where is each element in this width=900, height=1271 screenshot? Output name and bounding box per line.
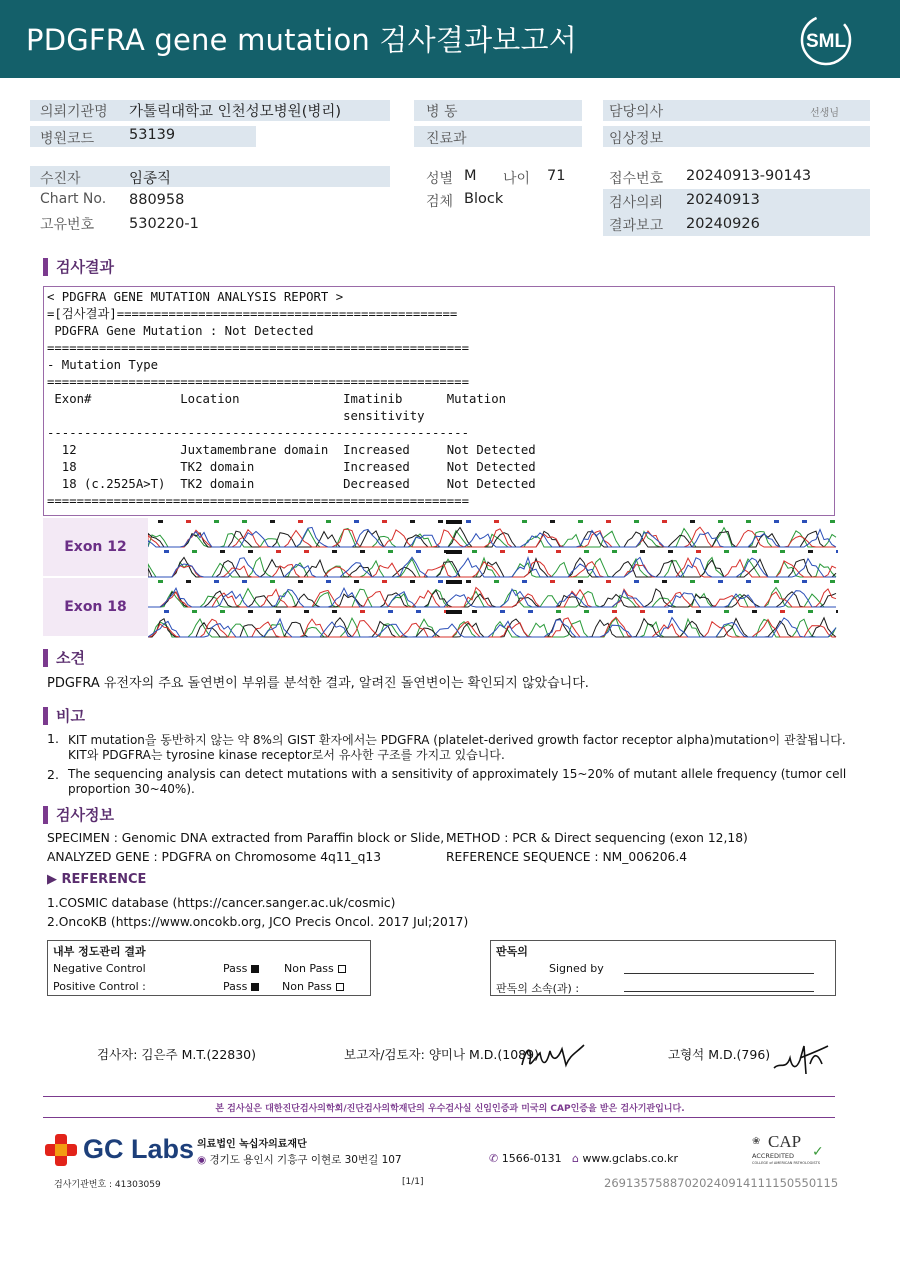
base-call-mark: [158, 520, 163, 523]
result-line: 12 Juxtamembrane domain Increased Not Detected: [47, 443, 536, 457]
base-call-mark: [164, 610, 169, 613]
result-line: =========================================================: [47, 494, 469, 508]
base-call-mark: [752, 550, 757, 553]
base-call-mark: [718, 520, 723, 523]
remark-1-number: 1.: [47, 731, 59, 746]
base-call-mark: [158, 580, 163, 583]
reading-title: 판독의: [496, 945, 528, 958]
institution-label: 의뢰기관명: [40, 104, 108, 120]
base-call-mark: [326, 520, 331, 523]
sex-label: 성별: [426, 171, 454, 187]
report-date-value: 20240926: [686, 216, 760, 232]
base-call-mark: [662, 580, 667, 583]
report-title: PDGFRA gene mutation 검사결과보고서: [26, 23, 577, 57]
report-date-label: 결과보고: [609, 218, 664, 234]
location-pin-icon: ◉: [197, 1154, 207, 1166]
base-call-mark: [774, 580, 779, 583]
phone: [489, 1152, 562, 1165]
base-call-mark: [752, 610, 757, 613]
patient-bar: [30, 166, 390, 187]
specimen-info: SPECIMEN : Genomic DNA extracted from Paraffin block or Slide,: [47, 831, 445, 845]
cap-college: COLLEGE of AMERICAN PATHOLOGISTS: [752, 1161, 820, 1165]
reporter-handwritten-signature: [518, 1035, 590, 1075]
result-line: - Mutation Type: [47, 358, 159, 372]
age-value: 71: [547, 168, 566, 184]
result-line: PDGFRA Gene Mutation : Not Detected: [47, 324, 314, 338]
website[interactable]: [572, 1152, 678, 1165]
gc-labs-logo: GC Labs: [83, 1134, 195, 1164]
negative-non-pass: [284, 962, 346, 975]
base-call-mark: [382, 520, 387, 523]
base-call-mark: [354, 520, 359, 523]
certification-text: 본 검사실은 대한진단검사의학회/진단검사의학재단의 우수검사실 신임인증과 미국의 CAP인증을 받은 검사기관입니다.: [215, 1104, 685, 1114]
chart-value: 880958: [129, 192, 185, 208]
base-call-mark: [304, 550, 309, 553]
age-label: 나이: [503, 171, 531, 187]
address-text: 경기도 용인시 기흥구 이현로 30번길 107: [209, 1154, 402, 1166]
phone-text: 1566-0131: [501, 1152, 562, 1165]
receipt-value: 20240913-90143: [686, 168, 812, 184]
base-call-mark: [354, 580, 359, 583]
result-line: =========================================================: [47, 341, 469, 355]
base-call-mark: [438, 580, 443, 583]
cap-seal-icon: ❀: [752, 1136, 761, 1147]
negative-pass: [223, 962, 259, 975]
phone-icon: ✆: [489, 1152, 499, 1165]
home-icon: ⌂: [572, 1152, 579, 1165]
base-call-mark: [270, 580, 275, 583]
result-line: =[검사결과]==============================================: [47, 307, 458, 321]
base-call-mark: [640, 610, 645, 613]
base-call-mark: [388, 610, 393, 613]
result-line: Exon# Location Imatinib Mutation: [47, 392, 507, 406]
cap-logo: [752, 1134, 832, 1170]
sml-logo: [795, 12, 857, 68]
base-call-mark: [388, 550, 393, 553]
base-call-mark: [830, 520, 835, 523]
sml-logo-text: SML: [805, 31, 847, 52]
negative-non-pass-label: Non Pass: [284, 962, 334, 975]
result-line: sensitivity: [47, 409, 425, 423]
opinion-text: PDGFRA 유전자의 주요 돌연변이 부위를 분석한 결과, 알려진 돌연변이는 확인되지 않았습니다.: [47, 676, 589, 691]
base-call-mark: [192, 610, 197, 613]
base-call-mark: [248, 550, 253, 553]
result-heading: 검사결과: [43, 258, 114, 276]
base-call-mark: [606, 580, 611, 583]
exon12-label: Exon 12: [43, 518, 148, 576]
remark-2-line2: proportion 30~40%).: [68, 782, 195, 796]
positive-non-pass-label: Non Pass: [282, 980, 332, 993]
exon18-label: Exon 18: [43, 578, 148, 636]
page-number: [1/1]: [402, 1177, 424, 1187]
base-call-mark: [494, 580, 499, 583]
base-call-mark: [606, 520, 611, 523]
reference-1[interactable]: 1.COSMIC database (https://cancer.sanger.ac.uk/cosmic): [47, 896, 396, 910]
ward-label: 병 동: [426, 104, 458, 120]
base-call-mark: [360, 610, 365, 613]
base-call-mark: [640, 550, 645, 553]
base-call-mark: [696, 610, 701, 613]
base-call-mark: [522, 520, 527, 523]
base-call-mark: [220, 610, 225, 613]
checked-box-icon: [251, 965, 259, 973]
base-call-mark: [242, 520, 247, 523]
base-call-mark: [304, 610, 309, 613]
base-call-mark: [550, 580, 555, 583]
base-call-mark: [466, 520, 471, 523]
position-marker: [446, 550, 462, 554]
position-marker: [446, 580, 462, 584]
patient-value: 임종직: [129, 171, 172, 187]
id-label: 고유번호: [40, 217, 95, 233]
base-call-mark: [298, 520, 303, 523]
base-call-mark: [802, 520, 807, 523]
base-call-mark: [528, 550, 533, 553]
base-call-mark: [696, 550, 701, 553]
base-call-mark: [186, 520, 191, 523]
physician-signature: 고형석 M.D.(796): [668, 1047, 771, 1062]
base-call-mark: [690, 520, 695, 523]
base-call-mark: [584, 610, 589, 613]
reference-2[interactable]: 2.OncoKB (https://www.oncokb.org, JCO Precis Oncol. 2017 Jul;2017): [47, 915, 469, 929]
unchecked-box-icon: [338, 965, 346, 973]
hospital-code-label: 병원코드: [40, 131, 95, 147]
remark-2-number: 2.: [47, 767, 59, 782]
physician-handwritten-signature: [770, 1040, 832, 1080]
base-call-mark: [164, 550, 169, 553]
affiliation-label: 판독의 소속(과) :: [496, 982, 580, 995]
check-icon: ✓: [812, 1144, 824, 1160]
foundation-name: 의료법인 녹십자의료재단: [197, 1139, 307, 1150]
receipt-label: 접수번호: [609, 171, 664, 187]
base-call-mark: [360, 550, 365, 553]
footer-divider-bottom: [43, 1117, 835, 1118]
base-call-mark: [578, 580, 583, 583]
base-call-mark: [724, 610, 729, 613]
base-call-mark: [612, 550, 617, 553]
result-line: 18 (c.2525A>T) TK2 domain Decreased Not Detected: [47, 477, 536, 491]
reference-sequence-info: REFERENCE SEQUENCE : NM_006206.4: [446, 850, 688, 864]
base-call-mark: [298, 580, 303, 583]
specimen-label: 검체: [426, 194, 454, 210]
base-call-mark: [802, 580, 807, 583]
website-text[interactable]: www.gclabs.co.kr: [582, 1152, 678, 1165]
positive-control-label: Positive Control :: [53, 980, 146, 993]
doctor-suffix: 선생님: [810, 108, 839, 119]
base-call-mark: [668, 550, 673, 553]
base-call-mark: [690, 580, 695, 583]
id-value: 530220-1: [129, 216, 199, 232]
base-call-mark: [500, 610, 505, 613]
barcode-number: 26913575887020240914111150550115: [604, 1176, 839, 1190]
footer-divider-top: [43, 1096, 835, 1097]
base-call-mark: [500, 550, 505, 553]
request-value: 20240913: [686, 192, 760, 208]
base-call-mark: [550, 520, 555, 523]
base-call-mark: [718, 580, 723, 583]
base-call-mark: [410, 580, 415, 583]
base-call-mark: [780, 610, 785, 613]
result-report-box: [43, 286, 835, 516]
remark-1-line2: KIT와 PDGFRA는 tyrosine kinase receptor로서 유사한 구조를 가지고 있습니다.: [68, 748, 505, 762]
base-call-mark: [416, 550, 421, 553]
base-call-mark: [808, 550, 813, 553]
remark-1-line1: KIT mutation을 동반하지 않는 약 8%의 GIST 환자에서는 PDGFRA (platelet-derived growth factor receptor alpha)mutation이 관찰됩니다.: [68, 733, 846, 747]
base-call-mark: [410, 520, 415, 523]
tester-signature: 검사자: 김은주 M.T.(22830): [97, 1047, 257, 1062]
qc-title: 내부 정도관리 결과: [53, 945, 146, 958]
cap-text: CAP: [768, 1132, 802, 1151]
base-call-mark: [578, 520, 583, 523]
base-call-mark: [522, 580, 527, 583]
base-call-mark: [584, 550, 589, 553]
base-call-mark: [242, 580, 247, 583]
address: [197, 1152, 402, 1167]
base-call-mark: [746, 520, 751, 523]
patient-label: 수진자: [40, 171, 81, 187]
remark-2-line1: The sequencing analysis can detect mutations with a sensitivity of approximately 15~20% of mutant allele frequency (tumor cell: [68, 767, 847, 781]
hospital-code-value: 53139: [129, 127, 176, 143]
clinical-label: 임상정보: [609, 131, 664, 147]
base-call-mark: [780, 550, 785, 553]
base-call-mark: [326, 580, 331, 583]
institution-number: 검사기관번호 : 41303059: [54, 1180, 161, 1190]
sex-value: M: [464, 168, 477, 184]
base-call-mark: [634, 520, 639, 523]
base-call-mark: [528, 610, 533, 613]
unchecked-box-icon: [336, 983, 344, 991]
affiliation-line: [624, 991, 814, 992]
base-call-mark: [746, 580, 751, 583]
base-call-mark: [724, 550, 729, 553]
opinion-heading: 소견: [43, 649, 85, 667]
base-call-mark: [192, 550, 197, 553]
reference-heading: [47, 872, 146, 887]
gc-cross-logo-icon: [43, 1132, 79, 1168]
analyzed-gene-info: ANALYZED GENE : PDGFRA on Chromosome 4q11_q13: [47, 850, 382, 864]
base-call-mark: [248, 610, 253, 613]
reporter-signature: 보고자/검토자: 양미나 M.D.(1089): [344, 1047, 539, 1062]
base-call-mark: [634, 580, 639, 583]
base-call-mark: [556, 550, 561, 553]
result-text: [47, 289, 536, 510]
base-call-mark: [332, 610, 337, 613]
base-call-mark: [276, 610, 281, 613]
signed-by-line: [624, 973, 814, 974]
base-call-mark: [416, 610, 421, 613]
base-call-mark: [332, 550, 337, 553]
remarks-heading: 비고: [43, 707, 85, 725]
position-marker: [446, 610, 462, 614]
request-label: 검사의뢰: [609, 195, 664, 211]
base-call-mark: [808, 610, 813, 613]
base-call-mark: [668, 610, 673, 613]
checked-box-icon: [251, 983, 259, 991]
base-call-mark: [466, 580, 471, 583]
base-call-mark: [382, 580, 387, 583]
result-line: ---------------------------------------------------------: [47, 426, 469, 440]
base-call-mark: [612, 610, 617, 613]
trace-line: [148, 588, 836, 608]
base-call-mark: [662, 520, 667, 523]
positive-pass: [223, 980, 259, 993]
base-call-mark: [186, 580, 191, 583]
test-info-heading: 검사정보: [43, 806, 114, 824]
positive-pass-label: Pass: [223, 980, 248, 993]
base-call-mark: [270, 520, 275, 523]
trace-line: [148, 588, 836, 608]
chromatogram: [148, 517, 838, 638]
method-info: METHOD : PCR & Direct sequencing (exon 12,18): [446, 831, 748, 845]
base-call-mark: [774, 520, 779, 523]
base-call-mark: [494, 520, 499, 523]
base-call-mark: [276, 550, 281, 553]
specimen-value: Block: [464, 191, 504, 207]
result-line: 18 TK2 domain Increased Not Detected: [47, 460, 536, 474]
base-call-mark: [836, 550, 838, 553]
doctor-label: 담당의사: [609, 104, 664, 120]
cap-accredited: ACCREDITED: [752, 1152, 795, 1160]
base-call-mark: [836, 610, 838, 613]
base-call-mark: [214, 520, 219, 523]
negative-control-label: Negative Control: [53, 962, 146, 975]
department-label: 진료과: [426, 131, 467, 147]
base-call-mark: [472, 550, 477, 553]
base-call-mark: [472, 610, 477, 613]
base-call-mark: [438, 520, 443, 523]
base-call-mark: [220, 550, 225, 553]
chart-label: Chart No.: [40, 191, 107, 207]
position-marker: [446, 520, 462, 524]
triangle-icon: ▶: [47, 872, 62, 887]
negative-pass-label: Pass: [223, 962, 248, 975]
institution-value: 가톨릭대학교 인천성모병원(병리): [129, 104, 342, 120]
reference-heading-label: REFERENCE: [61, 872, 147, 887]
base-call-mark: [556, 610, 561, 613]
result-line: < PDGFRA GENE MUTATION ANALYSIS REPORT >: [47, 290, 344, 304]
base-call-mark: [830, 580, 835, 583]
positive-non-pass: [282, 980, 344, 993]
signed-by-label: Signed by: [549, 962, 604, 975]
base-call-mark: [214, 580, 219, 583]
result-line: =========================================================: [47, 375, 469, 389]
